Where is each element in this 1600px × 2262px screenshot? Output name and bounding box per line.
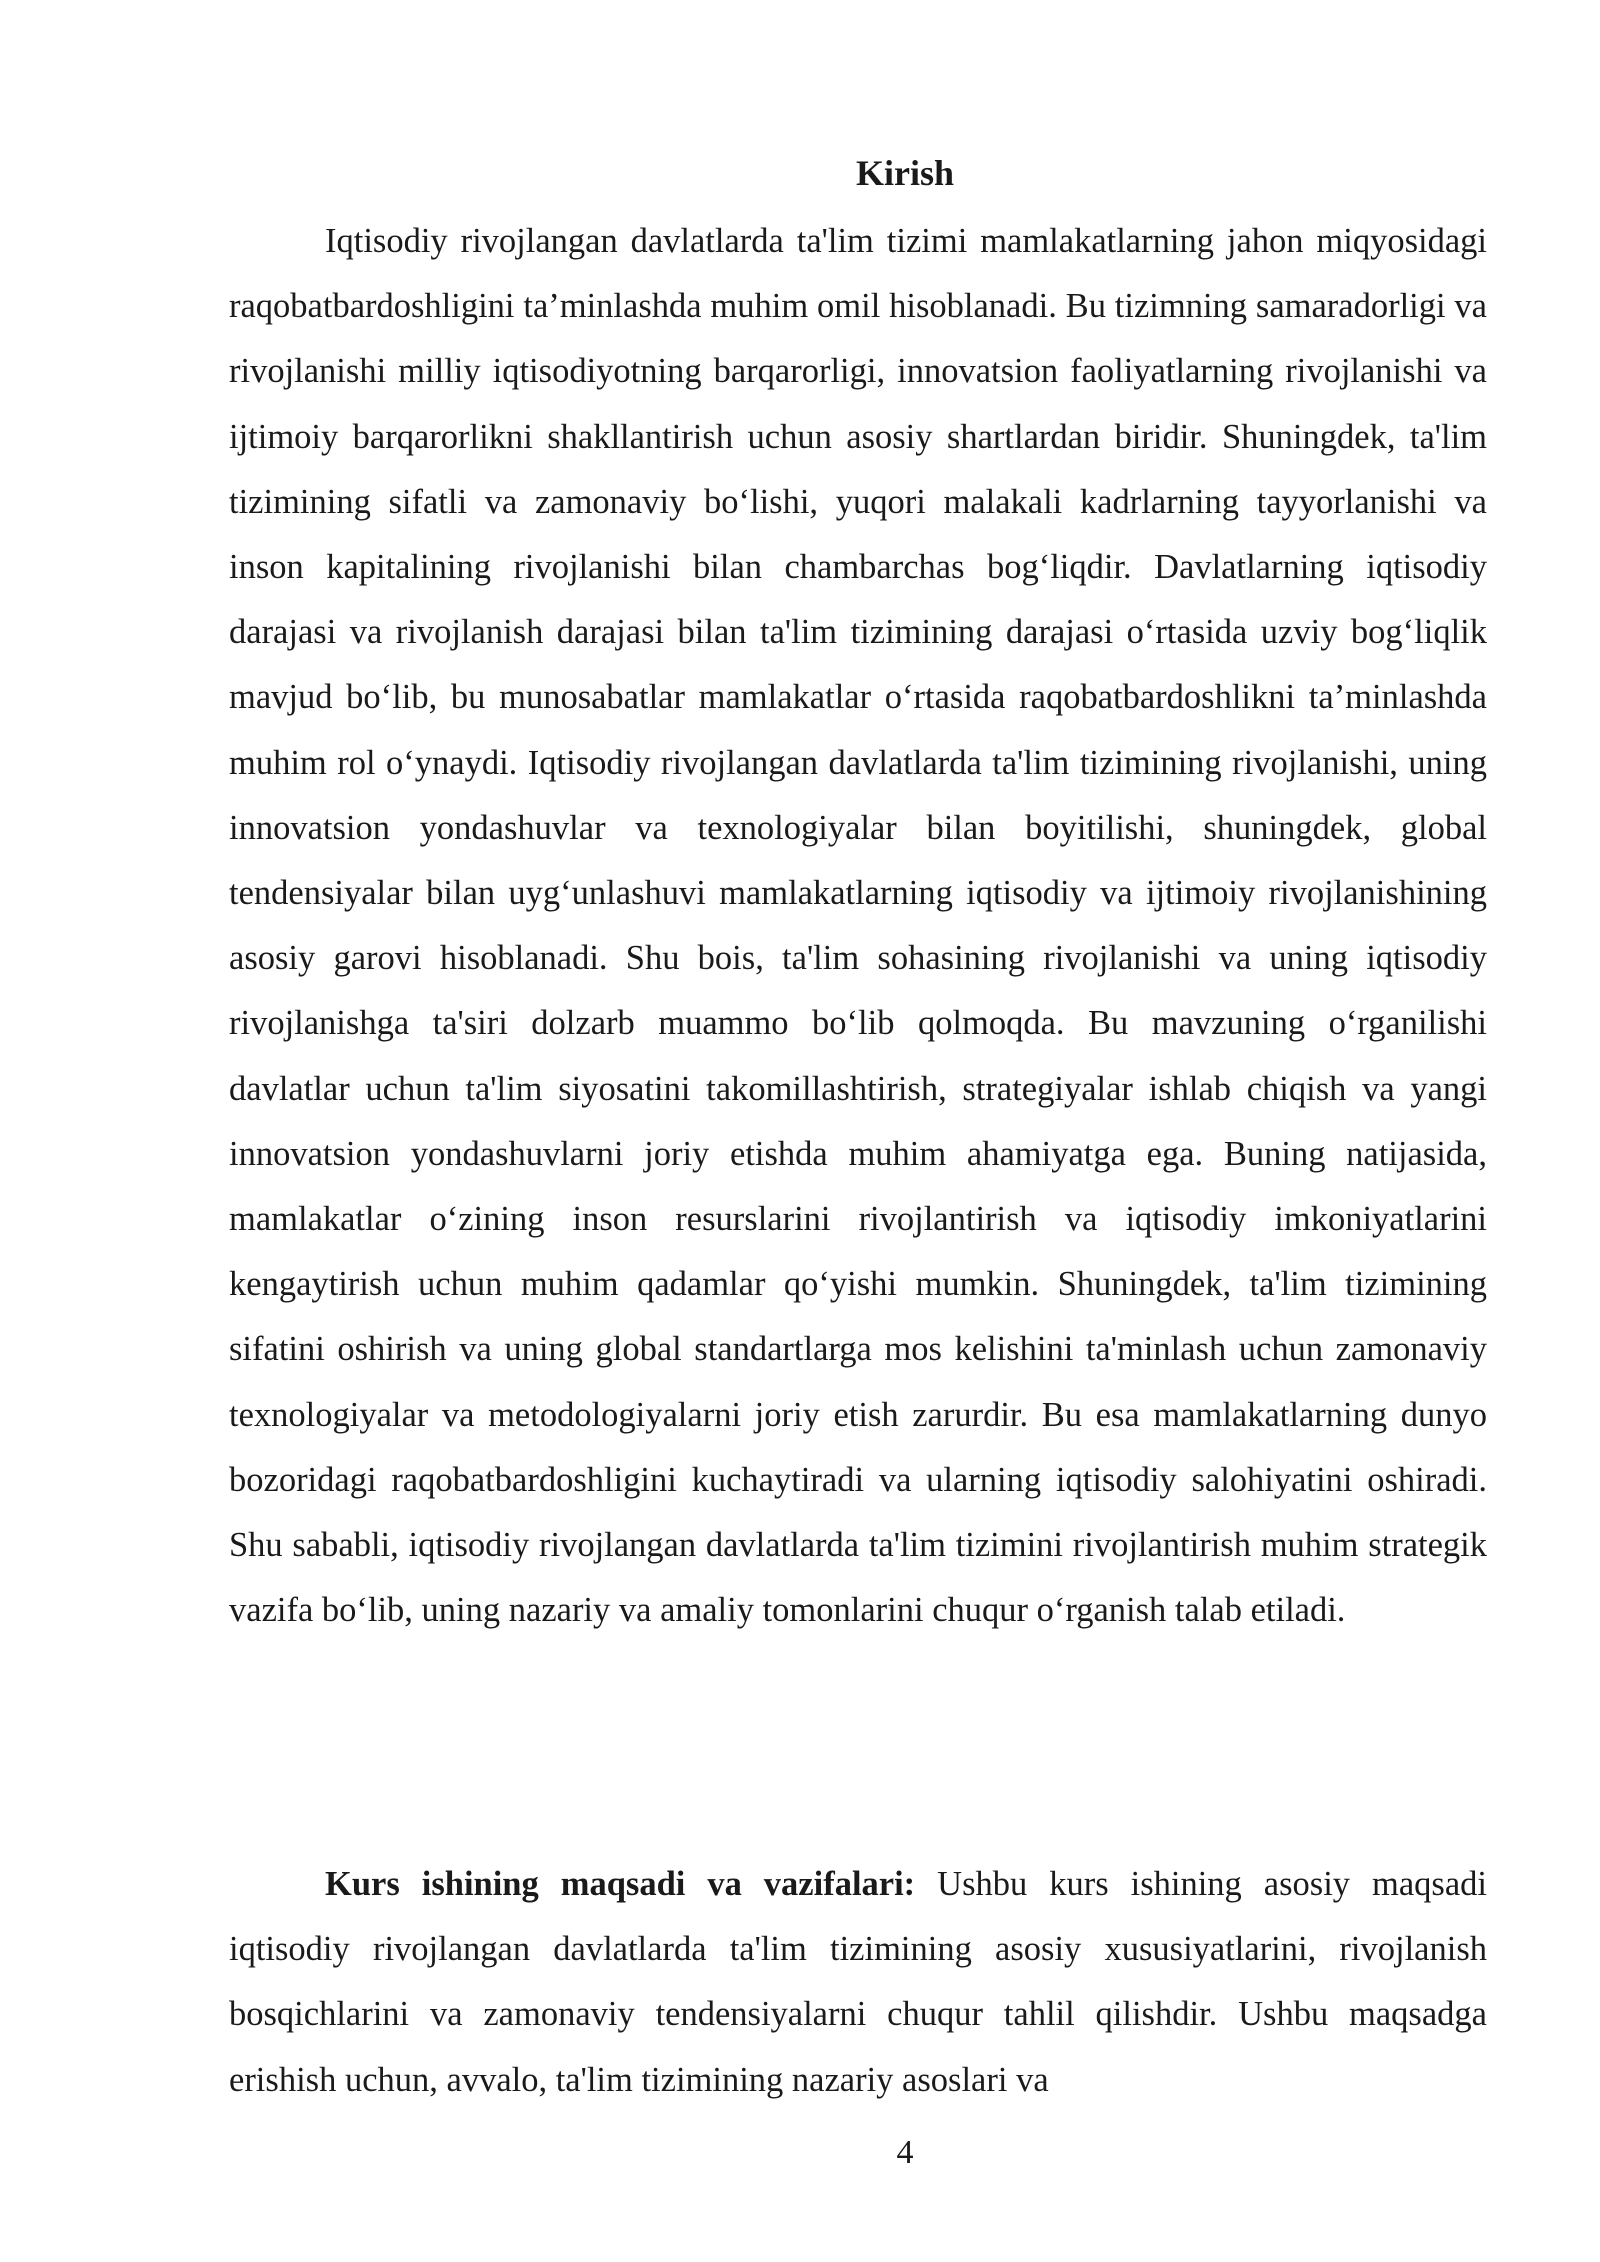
goals-heading: Kurs ishining maqsadi va vazifalari: xyxy=(325,1865,916,1903)
intro-paragraph: Iqtisodiy rivojlangan davlatlarda ta'lim tizimi mamlakatlarning jahon miqyosidagi raqobatbardoshligini ta’minlashda muhim omil hisoblanadi. Bu tizimning samaradorligi va rivojlanishi milliy iqtisodiyotning barqarorligi, innovatsion faoliyatlarning rivojlanishi va ijtimoiy barqarorlikni shakllantirish uchun asosiy shartlardan biridir. Shuningdek, ta'lim tizimining sifatli va zamonaviy bo‘lishi, yuqori malakali kadrlarning tayyorlanishi va inson kapitalining rivojlanishi bilan chambarchas bog‘liqdir. Davlatlarning iqtisodiy darajasi va rivojlanish darajasi bilan ta'lim tizimining darajasi o‘rtasida uzviy bog‘liqlik mavjud bo‘lib, bu munosabatlar mamlakatlar o‘rtasida raqobatbardoshlikni ta’minlashda muhim rol o‘ynaydi. Iqtisodiy rivojlangan davlatlarda ta'lim tizimining rivojlanishi, uning innovatsion yondashuvlar va texnologiyalar bilan boyitilishi, shuningdek, global tendensiyalar bilan uyg‘unlashuvi mamlakatlarning iqtisodiy va ijtimoiy rivojlanishining asosiy garovi hisoblanadi. Shu bois, ta'lim sohasining rivojlanishi va uning iqtisodiy rivojlanishga ta'siri dolzarb muammo bo‘lib qolmoqda. Bu mavzuning o‘rganilishi davlatlar uchun ta'lim siyosatini takomillashtirish, strategiyalar ishlab chiqish va yangi innovatsion yondashuvlarni joriy etishda muhim ahamiyatga ega. Buning natijasida, mamlakatlar o‘zining inson resurslarini rivojlantirish va iqtisodiy imkoniyatlarini kengaytirish uchun muhim qadamlar qo‘yishi mumkin. Shuningdek, ta'lim tizimining sifatini oshirish va uning global standartlarga mos kelishini ta'minlash uchun zamonaviy texnologiyalar va metodologiyalarni joriy etish zarurdir. Bu esa mamlakatlarning dunyo bozoridagi raqobatbardoshligini kuchaytiradi va ularning iqtisodiy salohiyatini oshiradi. Shu sababli, iqtisodiy rivojlangan davlatlarda ta'lim tizimini rivojlantirish muhim strategik vazifa bo‘lib, uning nazariy va amaliy tomonlarini chuqur o‘rganish talab etiladi. xyxy=(229,222,1487,1630)
page-number: 4 xyxy=(896,2134,914,2171)
goals-paragraph xyxy=(229,1852,1487,2113)
page-title: Kirish xyxy=(855,153,954,193)
goals-text: Ushbu kurs ishining asosiy maqsadi iqtisodiy rivojlangan davlatlarda ta'lim tizimining asosiy xususiyatlarini, rivojlanish bosqichlarini va zamonaviy tendensiyalarni chuqur tahlil qilishdir. Ushbu maqsadga erishish uchun, avvalo, ta'lim tizimining nazariy asoslari va xyxy=(229,1865,1487,2099)
